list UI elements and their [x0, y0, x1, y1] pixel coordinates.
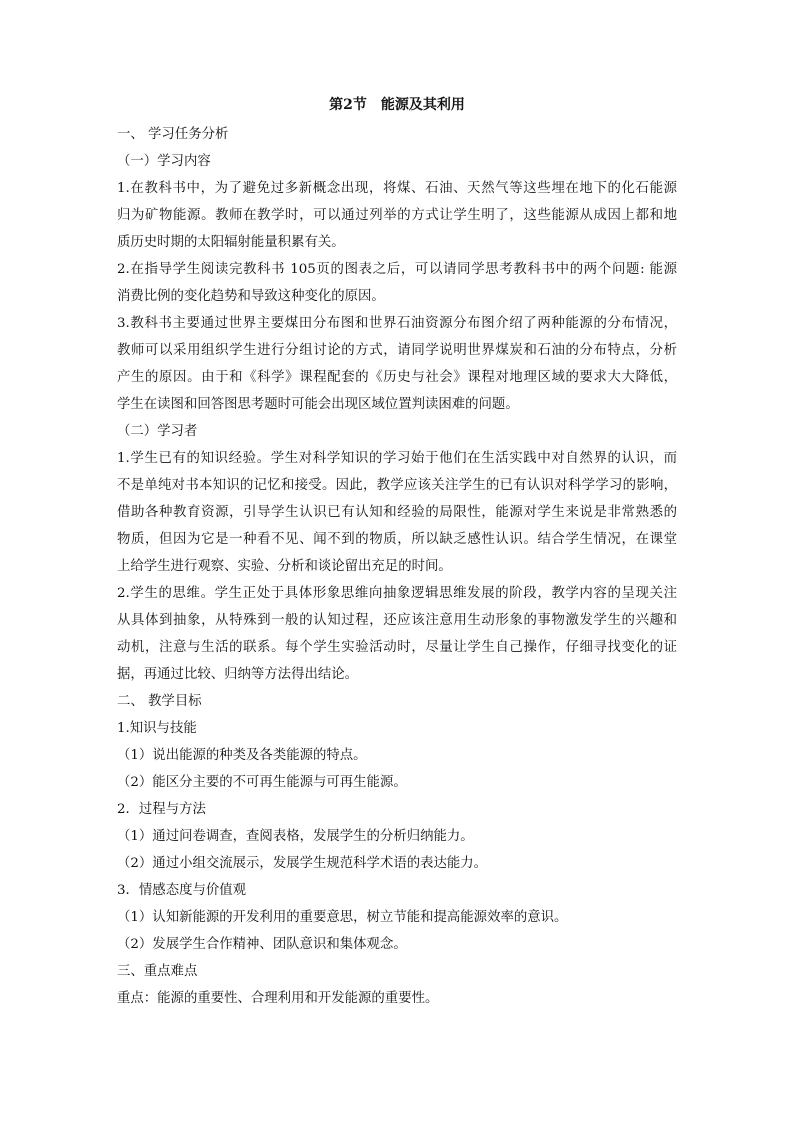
key-point: 重点：能源的重要性、合理利用和开发能源的重要性。: [117, 991, 439, 1006]
paragraph-line: 学生在读图和回答图思考题时可能会出现区域位置判读困难的问题。: [117, 397, 519, 412]
document-page: [117, 93, 677, 1012]
goal-item: （1）通过问卷调查，查阅表格，发展学生的分析归纳能力。: [117, 829, 474, 844]
paragraph-line: 1.在教科书中，为了避免过多新概念出现，将煤、石油、天然气等这些埋在地下的化石能源: [117, 181, 677, 196]
paragraph-learner-2: [117, 580, 677, 688]
paragraph-learner-1: [117, 445, 677, 580]
paragraph-line: 2.学生的思维。学生正处于具体形象思维向抽象逻辑思维发展的阶段，教学内容的呈现关注: [117, 586, 677, 601]
paragraph-line: 归为矿物能源。教师在教学时，可以通过列举的方式让学生明了，这些能源从成因上都和地: [117, 208, 677, 223]
paragraph-content-3: [117, 310, 677, 418]
paragraph-line: 据，再通过比较、归纳等方法得出结论。: [117, 667, 359, 682]
paragraph-line: 质历史时期的太阳辐射能量积累有关。: [117, 235, 345, 250]
paragraph-line: 教师可以采用组织学生进行分组讨论的方式，请同学说明世界煤炭和石油的分布特点，分析: [117, 343, 677, 358]
goal-heading-process: 2．过程与方法: [117, 802, 206, 817]
goal-item: （1）认知新能源的开发利用的重要意思，树立节能和提高能源效率的意识。: [117, 910, 568, 925]
paragraph-line: 物质，但因为它是一种看不见、闻不到的物质，所以缺乏感性认识。结合学生情况，在课堂: [117, 532, 677, 547]
goal-heading-knowledge: 1.知识与技能: [117, 721, 197, 736]
paragraph-content-2: [117, 256, 677, 310]
paragraph-line: 上给学生进行观察、实验、分析和谈论留出充足的时间。: [117, 559, 452, 574]
goal-heading-attitude: 3．情感态度与价值观: [117, 883, 247, 898]
goal-item: （2）通过小组交流展示，发展学生规范科学术语的表达能力。: [117, 856, 488, 871]
paragraph-content-1: [117, 175, 677, 256]
section-heading-1: 一、 学习任务分析: [117, 127, 229, 142]
goal-item: （1）说出能源的种类及各类能源的特点。: [117, 748, 367, 763]
document-title: 第2节 能源及其利用: [329, 97, 465, 113]
paragraph-line: 1.学生已有的知识经验。学生对科学知识的学习始于他们在生活实践中对自然界的认识，而: [117, 451, 677, 466]
paragraph-line: 产生的原因。由于和《科学》课程配套的《历史与社会》课程对地理区域的要求大大降低，: [117, 370, 677, 385]
subsection-heading-learner: （二）学习者: [117, 424, 198, 439]
paragraph-line: 消费比例的变化趋势和导致这种变化的原因。: [117, 289, 385, 304]
goal-item: （2）能区分主要的不可再生能源与可再生能源。: [117, 775, 407, 790]
paragraph-line: 3.教科书主要通过世界主要煤田分布图和世界石油资源分布图介绍了两种能源的分布情况，: [117, 316, 677, 331]
subsection-heading-content: （一）学习内容: [117, 154, 211, 169]
paragraph-line: 动机，注意与生活的联系。每个学生实验活动时，尽量让学生自己操作，仔细寻找变化的证: [117, 640, 677, 655]
section-heading-2: 二、 教学目标: [117, 694, 202, 709]
section-heading-3: 三、重点难点: [117, 964, 198, 979]
goal-item: （2）发展学生合作精神、团队意识和集体观念。: [117, 937, 407, 952]
paragraph-line: 2.在指导学生阅读完教科书 105页的图表之后，可以请同学思考教科书中的两个问题: 能源: [117, 262, 677, 277]
paragraph-line: 从具体到抽象，从特殊到一般的认知过程，还应该注意用生动形象的事物激发学生的兴趣和: [117, 613, 677, 628]
paragraph-line: 不是单纯对书本知识的记忆和接受。因此，教学应该关注学生的已有认识对科学学习的影响，: [117, 478, 677, 493]
paragraph-line: 借助各种教育资源，引导学生认识已有认知和经验的局限性，能源对学生来说是非常熟悉的: [117, 505, 677, 520]
